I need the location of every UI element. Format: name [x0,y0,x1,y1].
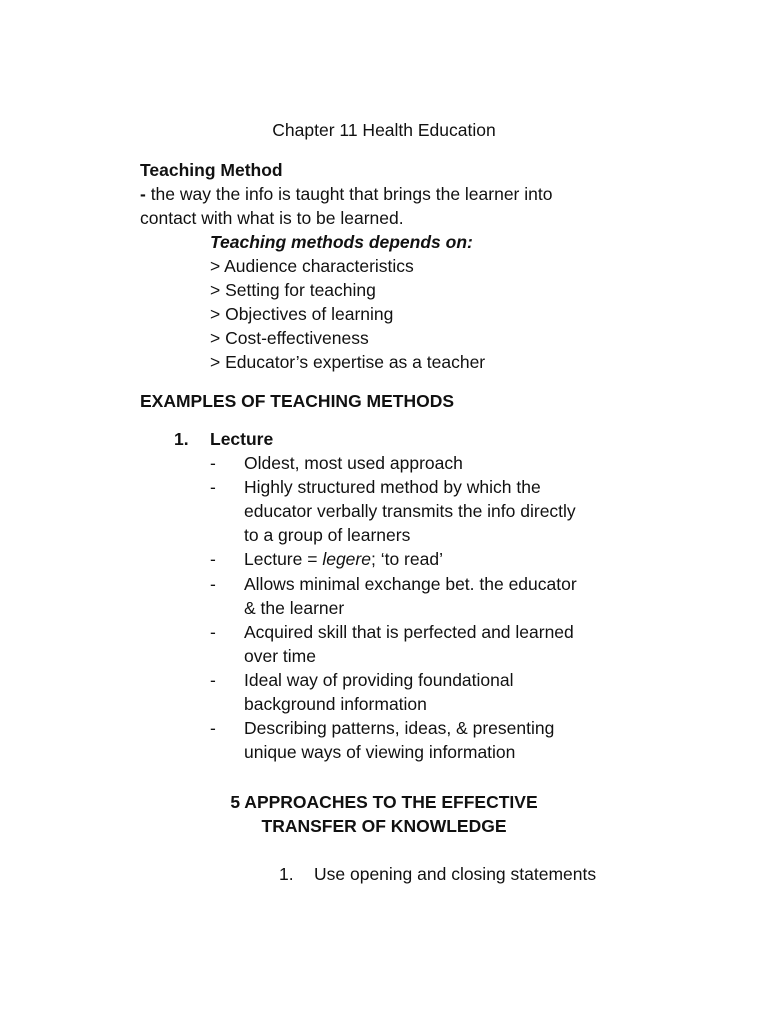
lecture-point-continued: & the learner [244,598,345,618]
chapter-title: Chapter 11 Health Education [272,120,496,140]
factor-item: > Educator’s expertise as a teacher [210,352,486,372]
lecture-point: Describing patterns, ideas, & presenting [244,718,555,738]
lecture-point [244,547,443,571]
factor-item: > Setting for teaching [210,280,376,300]
lecture-point: Ideal way of providing foundational [244,670,514,690]
definition-line-2: contact with what is to be learned. [140,208,404,228]
bullet-dash: - [210,453,216,473]
approach-number: 1. [279,864,294,884]
lecture-point-continued: to a group of learners [244,525,411,545]
factor-item: > Audience characteristics [210,256,414,276]
bullet-dash: - [210,574,216,594]
definition-line-1 [140,182,552,206]
bullet-dash: - [210,549,216,569]
bullet-dash: - [210,670,216,690]
approaches-heading-line-2: TRANSFER OF KNOWLEDGE [261,816,507,836]
bullet-dash: - [210,622,216,642]
lecture-point: Oldest, most used approach [244,453,463,473]
lecture-point-continued: educator verbally transmits the info directly [244,501,576,521]
depends-heading: Teaching methods depends on: [210,232,473,252]
lecture-number: 1. [174,429,189,449]
lecture-title: Lecture [210,429,274,449]
teaching-method-heading: Teaching Method [140,160,283,180]
approaches-heading-line-1: 5 APPROACHES TO THE EFFECTIVE [230,792,538,812]
lecture-point: Highly structured method by which the [244,477,541,497]
lecture-point-continued: unique ways of viewing information [244,742,516,762]
lecture-point-continued: over time [244,646,316,666]
lecture-etymology-pre: Lecture = [244,549,323,569]
lecture-point: Acquired skill that is perfected and learned [244,622,574,642]
bullet-dash: - [210,718,216,738]
factor-item: > Cost-effectiveness [210,328,369,348]
lecture-point: Allows minimal exchange bet. the educator [244,574,577,594]
lecture-etymology-post: ; ‘to read’ [370,549,443,569]
definition-dash: - [140,184,146,204]
bullet-dash: - [210,477,216,497]
lecture-etymology-word: legere [322,549,371,569]
approach-item: Use opening and closing statements [314,864,597,884]
lecture-point-continued: background information [244,694,427,714]
examples-heading: EXAMPLES OF TEACHING METHODS [140,391,455,411]
factor-item: > Objectives of learning [210,304,394,324]
definition-text-1: the way the info is taught that brings the learner into [145,184,553,204]
